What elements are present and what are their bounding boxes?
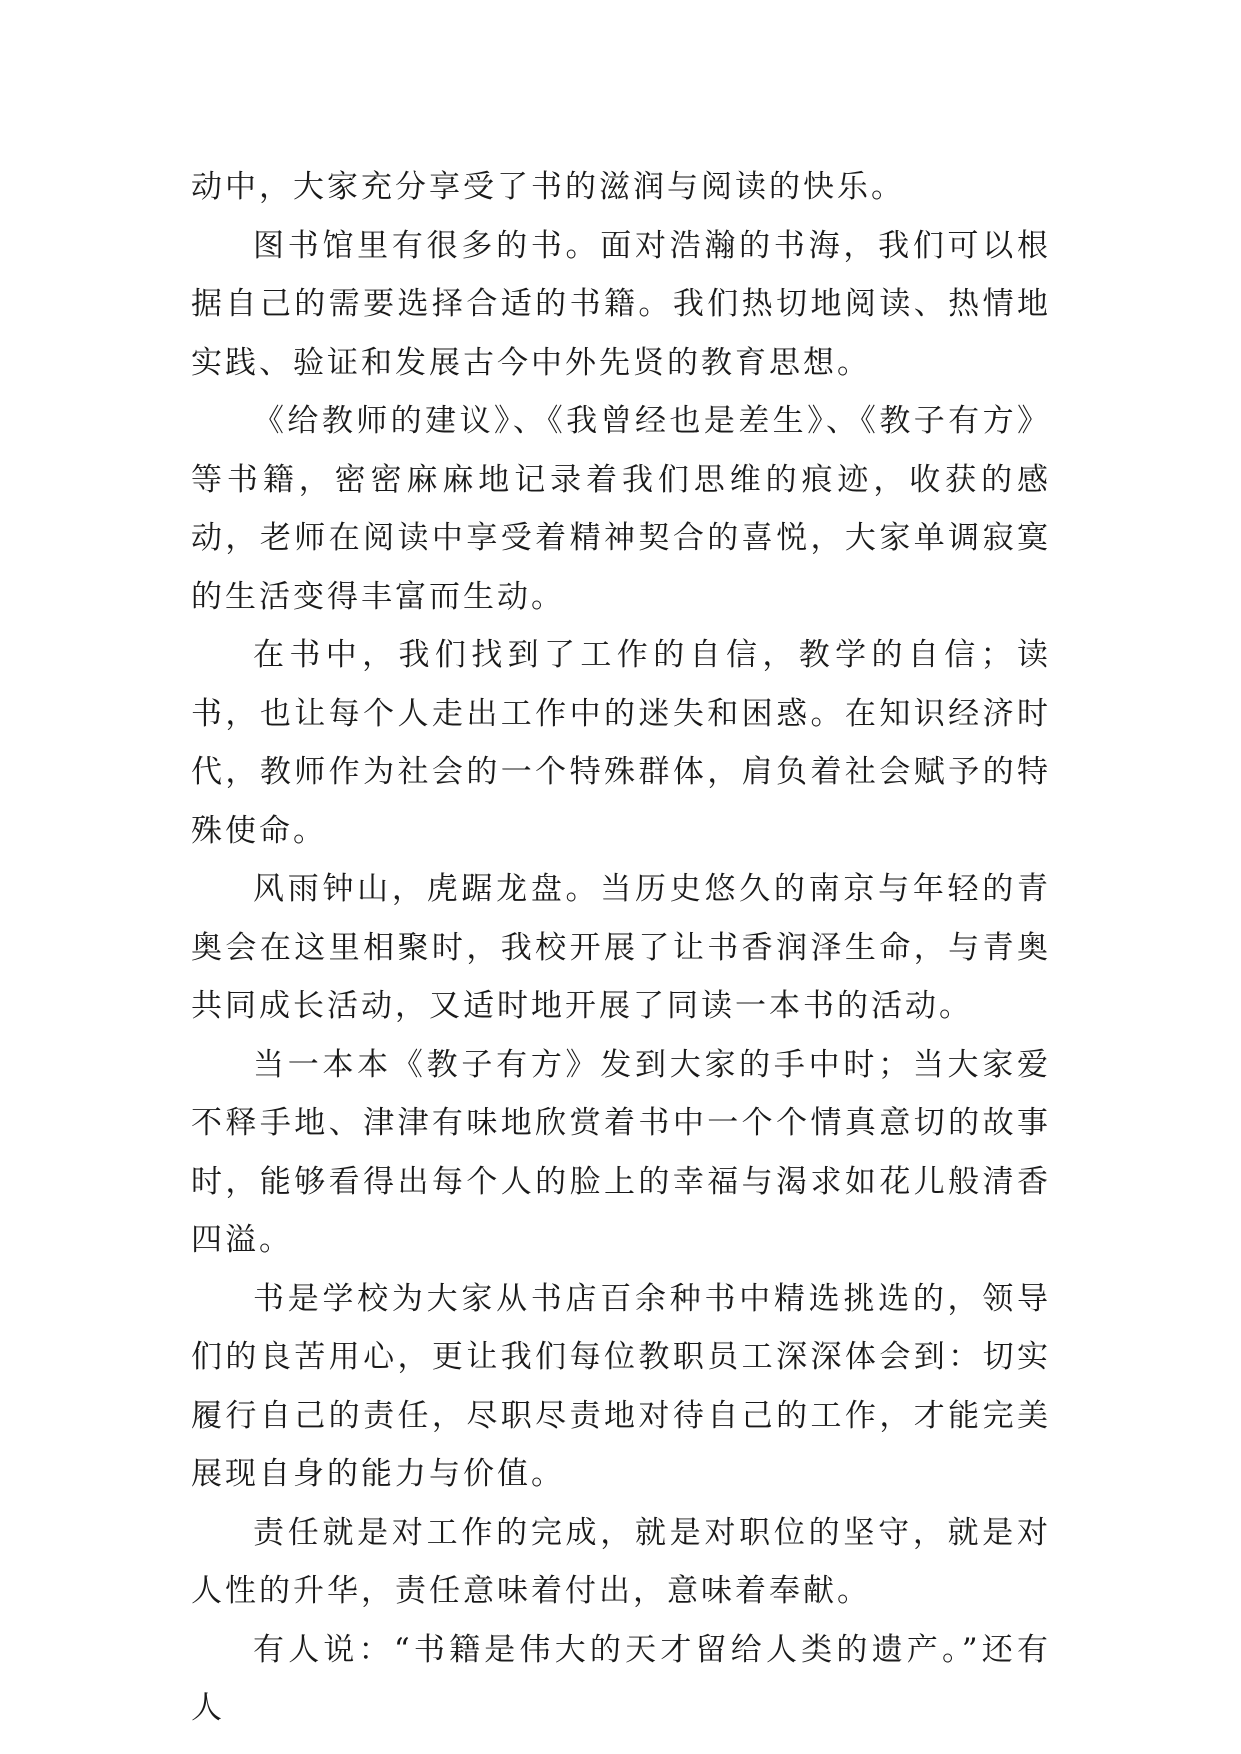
body-text xyxy=(191,158,1051,1738)
paragraph-4: 在书中，我们找到了工作的自信，教学的自信；读书，也让每个人走出工作中的迷失和困惑。在知识经济时代，教师作为社会的一个特殊群体，肩负着社会赋予的特殊使命。 xyxy=(191,637,1051,849)
paragraph-7: 书是学校为大家从书店百余种书中精选挑选的，领导们的良苦用心，更让我们每位教职员工深深体会到：切实履行自己的责任，尽职尽责地对待自己的工作，才能完美展现自身的能力与价值。 xyxy=(191,1280,1051,1492)
paragraph-9: 有人说：“书籍是伟大的天才留给人类的遗产。”还有人 xyxy=(191,1631,1051,1726)
paragraph-3: 《给教师的建议》、《我曾经也是差生》、《教子有方》等书籍，密密麻麻地记录着我们思维的痕迹，收获的感动，老师在阅读中享受着精神契合的喜悦，大家单调寂寞的生活变得丰富而生动。 xyxy=(191,403,1051,615)
paragraph-5: 风雨钟山，虎踞龙盘。当历史悠久的南京与年轻的青奥会在这里相聚时，我校开展了让书香润泽生命，与青奥共同成长活动，又适时地开展了同读一本书的活动。 xyxy=(191,871,1051,1024)
paragraph-6: 当一本本《教子有方》发到大家的手中时；当大家爱不释手地、津津有味地欣赏着书中一个个情真意切的故事时，能够看得出每个人的脸上的幸福与渴求如花儿般清香四溢。 xyxy=(191,1046,1051,1258)
paragraph-8: 责任就是对工作的完成，就是对职位的坚守，就是对人性的升华，责任意味着付出，意味着奉献。 xyxy=(191,1514,1051,1609)
paragraph-2: 图书馆里有很多的书。面对浩瀚的书海，我们可以根据自己的需要选择合适的书籍。我们热切地阅读、热情地实践、验证和发展古今中外先贤的教育思想。 xyxy=(191,227,1051,381)
paragraph-1: 动中，大家充分享受了书的滋润与阅读的快乐。 xyxy=(191,169,905,205)
